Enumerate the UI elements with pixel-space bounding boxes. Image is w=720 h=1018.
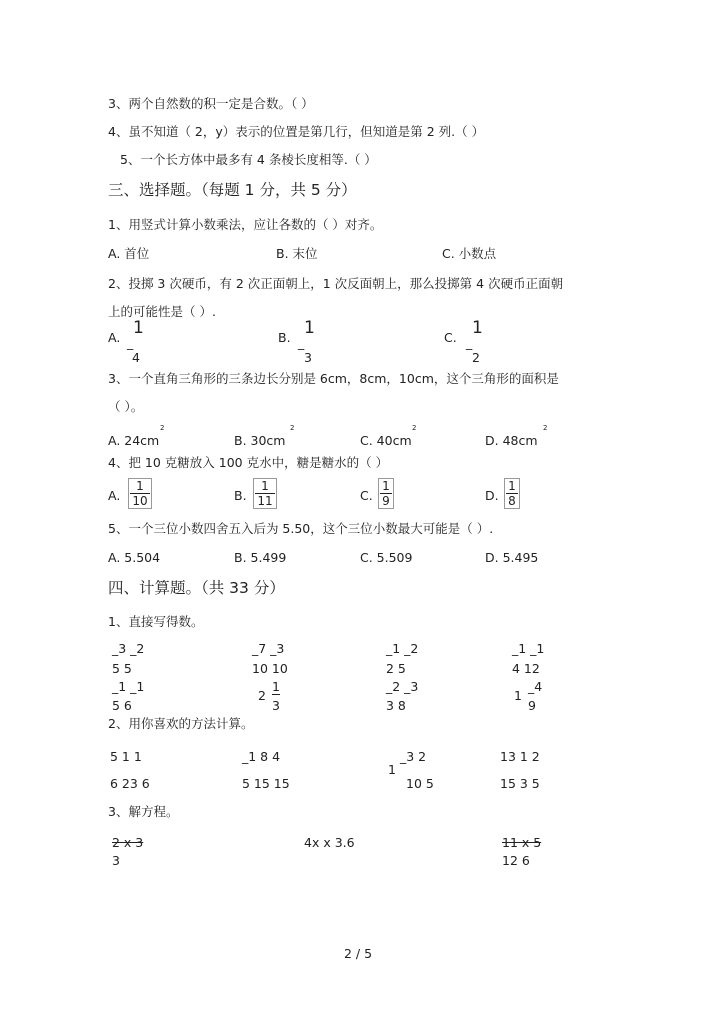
page-number: 2 / 5 (344, 946, 373, 961)
calc-q1-r2c3-top: _2 _3 (386, 679, 419, 694)
superscript-2: 2 (290, 424, 295, 432)
calc-q2-e4-top: 13 1 2 (500, 749, 540, 764)
calc-q2-e4-bottom: 15 3 5 (500, 776, 540, 791)
fraction-bar: _ (127, 335, 134, 350)
superscript-2: 2 (543, 424, 548, 432)
choice-q4-a-label: A. (108, 488, 121, 503)
section-3-title: 三、选择题。（每题 1 分，共 5 分） (108, 181, 357, 199)
choice-q4-d-fraction (504, 478, 520, 509)
choice-q4-b-label: B. (234, 488, 247, 503)
choice-q2-c-denominator: 2 (472, 350, 480, 365)
choice-q3-option-c: C. 40cm (360, 433, 412, 448)
calc-q3-e1-bottom: 3 (112, 853, 120, 868)
denominator: 11 (257, 494, 273, 508)
calc-q1-r2c3-bottom: 3 8 (386, 698, 406, 713)
calc-q3-e3-bottom: 12 6 (502, 853, 530, 868)
calc-q2-e3-whole: 1 (388, 762, 396, 777)
choice-q5-stem: 5、一个三位小数四舍五入后为 5.50，这个三位小数最大可能是（ ）. (108, 521, 494, 536)
calc-q2-title: 2、用你喜欢的方法计算。 (108, 716, 254, 731)
choice-q5-option-b: B. 5.499 (234, 550, 287, 565)
calc-q3-title: 3、解方程。 (108, 804, 179, 819)
calc-q2-e3-bottom: 10 5 (406, 776, 434, 791)
judge-item-4: 4、虽不知道（ 2，y）表示的位置是第几行，但知道是第 2 列.（ ） (108, 124, 485, 139)
fraction-bar: _ (466, 335, 473, 350)
choice-q5-option-d: D. 5.495 (485, 550, 539, 565)
superscript-2: 2 (160, 424, 165, 432)
choice-q3-option-d: D. 48cm (485, 433, 538, 448)
choice-q2-b-label: B. (278, 330, 291, 345)
numerator: 1 (380, 479, 392, 494)
choice-q5-option-c: C. 5.509 (360, 550, 413, 565)
choice-q2-c-numerator: 1 (472, 318, 483, 338)
choice-q2-a-numerator: 1 (133, 318, 144, 338)
calc-q1-r1c2-bottom: 10 10 (252, 661, 288, 676)
choice-q3-option-a: A. 24cm (108, 433, 160, 448)
choice-q4-stem: 4、把 10 克糖放入 100 克水中，糖是糖水的（ ） (108, 455, 389, 470)
choice-q1-option-a: A. 首位 (108, 246, 150, 261)
choice-q2-a-denominator: 4 (132, 350, 140, 365)
fraction-bar: _ (298, 335, 305, 350)
calc-q1-r2c4-top: _4 (528, 679, 543, 694)
judge-item-3: 3、两个自然数的积一定是合数。（ ） (108, 96, 314, 111)
calc-q1-r2c4-bottom: 9 (528, 698, 536, 713)
calc-q1-r1c4-top: _1 _1 (512, 641, 545, 656)
choice-q5-option-a: A. 5.504 (108, 550, 161, 565)
numerator: 1 (130, 479, 150, 494)
calc-q1-r1c2-top: _7 _3 (252, 641, 285, 656)
choice-q1-option-c: C. 小数点 (442, 246, 497, 261)
calc-q3-e2: 4x x 3.6 (304, 835, 355, 850)
calc-q2-e2-top: _1 8 4 (242, 749, 281, 764)
choice-q3-stem-line2: （ ）。 (108, 399, 144, 414)
calc-q1-r2c1-bottom: 5 6 (112, 698, 132, 713)
choice-q2-stem-line2: 上的可能性是（ ）. (108, 304, 216, 319)
choice-q2-b-numerator: 1 (304, 318, 315, 338)
calc-q1-r2c1-top: _1 _1 (112, 679, 145, 694)
denominator: 10 (132, 494, 148, 508)
choice-q4-a-fraction (128, 478, 152, 509)
denominator: 9 (382, 494, 390, 508)
choice-q2-c-label: C. (444, 330, 457, 345)
choice-q4-d-label: D. (485, 488, 499, 503)
calc-q1-r1c4-bottom: 4 12 (512, 661, 540, 676)
choice-q2-a-label: A. (108, 330, 121, 345)
calc-q1-r2c4-whole: 1 (514, 688, 522, 703)
calc-q3-e1-top: 2 x 3 (112, 835, 144, 850)
choice-q3-option-b: B. 30cm (234, 433, 286, 448)
judge-item-5: 5、一个长方体中最多有 4 条棱长度相等.（ ） (120, 152, 377, 167)
denominator: 8 (508, 494, 516, 508)
numerator: 1 (255, 479, 275, 494)
calc-q1-r1c1-bottom: 5 5 (112, 661, 132, 676)
choice-q4-c-label: C. (360, 488, 373, 503)
calc-q1-r1c1-top: _3 _2 (112, 641, 145, 656)
calc-q2-e1-top: 5 1 1 (110, 749, 142, 764)
calc-q1-r2c2-top: 1 (272, 679, 280, 694)
calc-q1-r2c2-bottom: 3 (272, 698, 280, 713)
superscript-2: 2 (412, 424, 417, 432)
choice-q4-c-fraction (378, 478, 394, 509)
calc-q1-title: 1、直接写得数。 (108, 614, 204, 629)
numerator: 1 (506, 479, 518, 494)
choice-q2-stem-line1: 2、投掷 3 次硬币，有 2 次正面朝上，1 次反面朝上，那么投掷第 4 次硬币正面朝 (108, 276, 564, 291)
choice-q2-b-denominator: 3 (304, 350, 312, 365)
calc-q1-r2c2-whole: 2 (258, 688, 266, 703)
calc-q1-r1c3-top: _1 _2 (386, 641, 419, 656)
calc-q2-e3-top: _3 2 (400, 749, 427, 764)
calc-q2-e1-bottom: 6 23 6 (110, 776, 150, 791)
choice-q1-stem: 1、用竖式计算小数乘法，应让各数的（ ）对齐。 (108, 217, 383, 232)
choice-q3-stem-line1: 3、一个直角三角形的三条边长分别是 6cm，8cm，10cm，这个三角形的面积是 (108, 371, 559, 386)
choice-q1-option-b: B. 末位 (276, 246, 318, 261)
calc-q3-e3-top: 11 x 5 (502, 835, 542, 850)
calc-q1-r1c3-bottom: 2 5 (386, 661, 406, 676)
choice-q4-b-fraction (253, 478, 277, 509)
section-4-title: 四、计算题。（共 33 分） (108, 579, 285, 597)
calc-q2-e2-bottom: 5 15 15 (242, 776, 290, 791)
